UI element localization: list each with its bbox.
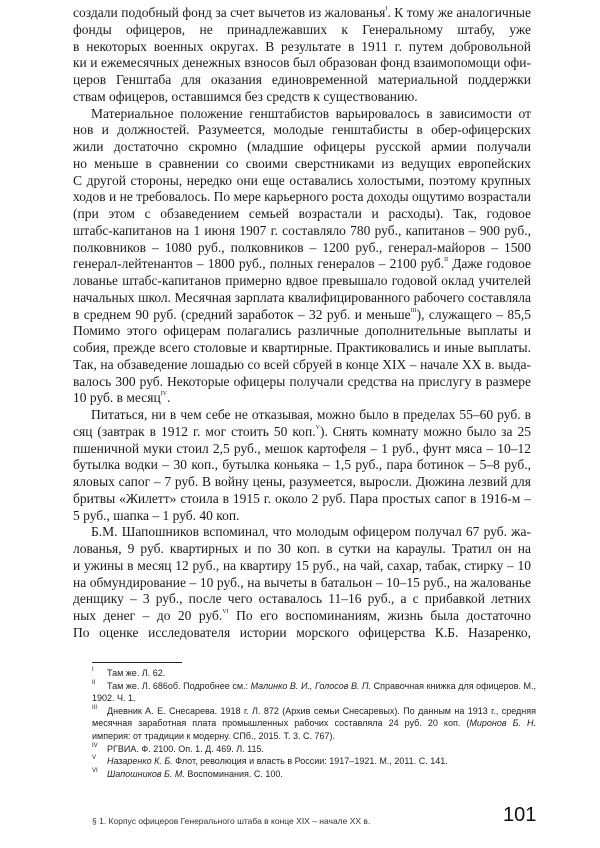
text-line xyxy=(73,625,531,642)
text-line xyxy=(73,72,531,89)
text-run: ствам офицеров, оставшимся без средств к существованию. xyxy=(73,88,418,104)
text-run: собия, прежде всего столовые и квартирные. Практиковались и иные выплаты. xyxy=(73,340,531,355)
text-line xyxy=(73,22,531,39)
footnote-ref: III xyxy=(410,307,417,314)
paragraph xyxy=(73,106,531,408)
footnote-number: III xyxy=(92,704,98,711)
footnote xyxy=(92,705,536,743)
text-run: ки и ежемесячных денежных взносов был образован фонд взаимопомощи офи- xyxy=(73,55,531,71)
text-run: бритвы «Жилетт» стоила в 1915 г. около 2 руб. Пара простых сапог в 1916-м – xyxy=(73,490,531,506)
footnote-ref: VI xyxy=(222,609,229,615)
text-run: создали подобный фонд за счет вычетов из жалованья xyxy=(73,5,386,20)
text-run: Б.М. Шапошников вспоминал, что молодым офицером получал 67 руб. жа- xyxy=(91,524,531,540)
text-run: Там же. Л. 62. xyxy=(107,668,166,678)
text-run: ). Снять комнату можно было за 25 xyxy=(319,423,531,439)
text-run: Питаться, ни в чем себе не отказывая, можно было в пределах 55–60 руб. в xyxy=(91,407,531,422)
text-line xyxy=(73,558,531,575)
text-run: (при этом с обзаведением семьей возрастали и расходы). Так, годовое xyxy=(73,206,531,221)
paragraph xyxy=(73,524,531,641)
text-run: Справочная книжка для офицеров. М., xyxy=(371,680,536,691)
text-run: месячная заработная плата промышленных рабочих составляла 24 руб. 20 коп. ( xyxy=(92,718,470,729)
footnote-line xyxy=(92,692,536,705)
text-run: жили достаточно скромно (младшие офицеры русской армии получали xyxy=(73,139,531,154)
text-run: ходов и не требовалось. По мере карьерного роста доходы ощутимо возрастали xyxy=(73,189,531,205)
text-line xyxy=(73,340,531,357)
text-run: ных денег – до 20 руб. xyxy=(73,608,223,623)
text-run: начальных школ. Месячная зарплата квалифицированного рабочего составляла xyxy=(73,289,531,305)
text-run: Шапошников Б. М. xyxy=(107,768,185,779)
text-run: лованье штабс-капитанов примерно вдвое превышало годовой оклад учителей xyxy=(73,273,531,288)
text-run: лованья, 9 руб. квартирных и по 30 коп. в сутки на караулы. Тратил он на xyxy=(73,541,531,556)
page-number: 101 xyxy=(503,804,537,826)
footnote-number: I xyxy=(92,667,94,673)
footnote-line xyxy=(92,705,536,718)
running-footer: § 1. Корпус офицеров Генерального штаба в конце XIX – начале XX в. xyxy=(92,816,371,826)
text-run: в среднем 90 руб. (средний заработок – 32 руб. и меньше xyxy=(73,306,411,322)
text-run: Так, на обзаведение лошадью со всей сбруей в конце XIX – начале XX в. выда- xyxy=(73,356,531,372)
text-line xyxy=(73,524,531,541)
footnote-line xyxy=(92,755,536,768)
text-run: денщику – 3 руб., после чего оставалось 11–16 руб., а с прибавкой летних xyxy=(73,591,531,607)
footnotes xyxy=(92,667,536,780)
text-line xyxy=(73,323,531,340)
text-line xyxy=(73,223,531,240)
text-run: но меньше в сравнении со своими сверстниками из ведущих европейских xyxy=(73,155,531,171)
text-line xyxy=(73,575,531,592)
footnote-line xyxy=(92,743,536,756)
text-run: империя: от традиции к модерну. СПб., 2015. Т. 3. С. 767). xyxy=(92,730,335,741)
footnote xyxy=(92,743,536,756)
text-run: церов Генштаба для оказания единовременной материальной поддержки xyxy=(73,72,531,87)
text-run: Малинко В. И., Голосов В. П. xyxy=(250,680,372,691)
footnote xyxy=(92,667,536,680)
text-run: Материальное положение генштабистов варьировалось в зависимости от xyxy=(91,105,531,121)
footnote-ref: I xyxy=(385,6,388,12)
footnote-divider xyxy=(92,662,182,663)
text-run: Помимо этого офицерам полагались различные дополнительные выплаты и xyxy=(73,323,531,339)
text-line xyxy=(73,189,531,206)
footnote-number: V xyxy=(92,755,97,762)
text-line xyxy=(73,273,531,290)
text-run: и ужины в месяц 12 руб., на квартиру 15 руб., на чай, сахар, табак, стирку – 10 xyxy=(73,557,531,573)
text-run: на обмундирование – 10 руб., на вычеты в батальон – 10–15 руб., на жалованье xyxy=(73,574,531,590)
text-line xyxy=(73,390,531,407)
footnote xyxy=(92,680,536,705)
text-line xyxy=(73,474,531,491)
text-line xyxy=(73,5,531,22)
text-line xyxy=(73,39,531,56)
text-line xyxy=(73,173,531,190)
text-run: По его воспоминаниям, жизнь была достаточно xyxy=(236,608,531,623)
footnote-line xyxy=(92,680,536,693)
text-line xyxy=(73,357,531,374)
text-line xyxy=(73,89,531,106)
text-run: генерал-лейтенантов – 1800 руб., полных генералов – 2100 руб. xyxy=(73,256,445,272)
text-run: 1902. Ч. 1. xyxy=(92,693,136,704)
text-run: сяц (завтрак в 1912 г. мог стоить 50 коп. xyxy=(73,423,316,439)
footnote-line xyxy=(92,667,536,680)
footnote-ref: V xyxy=(315,424,320,431)
text-run: валось 300 руб. Некоторые офицеры получали средства на прислугу в размере xyxy=(73,373,531,389)
text-run: Воспоминания. С. 100. xyxy=(184,768,283,779)
footnote-line xyxy=(92,768,536,781)
text-line xyxy=(73,256,531,273)
text-line xyxy=(73,122,531,139)
text-run: Флот, революция и власть в России: 1917–1921. М., 2011. С. 141. xyxy=(172,756,448,767)
footnote xyxy=(92,755,536,768)
text-line xyxy=(73,491,531,508)
text-run: в некоторых военных округах. В результате в 1911 г. путем добровольной xyxy=(73,38,531,54)
text-line xyxy=(73,307,531,324)
text-run: Дневник А. Е. Снесарева. 1918 г. Л. 872 (Архив семьи Снесаревых). По данным на 1913 г., средняя xyxy=(107,705,536,716)
text-run: Там же. Л. 686об. Подробнее см.: xyxy=(107,680,251,691)
paragraph xyxy=(73,407,531,524)
text-run: пшеничной муки стоил 2,5 руб., мешок картофеля – 1 руб., фунт мяса – 10–12 xyxy=(73,440,531,456)
text-run: . xyxy=(167,390,171,406)
text-run: нов и должностей. Разумеется, молодые генштабисты в обер-офицерских xyxy=(73,122,531,138)
text-run: РГВИА. Ф. 2100. Оп. 1. Д. 469. Л. 115. xyxy=(107,743,264,754)
text-run: полковников – 1080 руб., полковников – 1200 руб., генерал-майоров – 1500 xyxy=(73,239,531,255)
text-line xyxy=(73,206,531,223)
text-run: Назаренко К. Б. xyxy=(107,756,173,767)
footnote-number: IV xyxy=(92,742,98,749)
text-line xyxy=(73,374,531,391)
footnote-number: VI xyxy=(92,767,98,774)
text-run: 5 руб., шапка – 1 руб. 40 коп. xyxy=(73,507,240,523)
text-run: яловых сапог – 7 руб. В войну цены, разумеется, выросли. Дюжина лезвий для xyxy=(73,474,531,489)
text-run: . К тому же аналогичные xyxy=(387,5,531,20)
text-run: штабс-капитанов на 1 июня 1907 г. составляло 780 руб., капитанов – 900 руб., xyxy=(73,222,531,238)
text-line xyxy=(73,441,531,458)
text-line xyxy=(73,139,531,156)
text-line xyxy=(73,608,531,625)
text-run: 10 руб. в месяц xyxy=(73,390,161,406)
text-line xyxy=(73,290,531,307)
text-line xyxy=(73,424,531,441)
text-run: С другой стороны, нередко они еще оставались холостыми, поэтому крупных xyxy=(73,172,531,188)
text-line xyxy=(73,541,531,558)
paragraph xyxy=(73,5,531,106)
text-line xyxy=(73,55,531,72)
text-run: Даже годовое xyxy=(452,256,531,272)
text-line xyxy=(73,591,531,608)
footnote-line xyxy=(92,717,536,730)
text-line xyxy=(73,407,531,424)
text-run: По оценке исследователя истории морского офицерства К.Б. Назаренко, xyxy=(73,624,531,640)
text-line xyxy=(73,156,531,173)
text-run: бутылка водки – 30 коп., бутылка коньяка – 1,5 руб., пара ботинок – 5–8 руб., xyxy=(73,457,531,473)
body-text xyxy=(73,5,531,642)
text-run: Миронов Б. Н. xyxy=(469,718,536,729)
text-line xyxy=(73,457,531,474)
footnote xyxy=(92,768,536,781)
text-line xyxy=(73,508,531,525)
footnote-line xyxy=(92,730,536,743)
text-run: фонды офицеров, не принадлежавших к Генеральному штабу, уже xyxy=(73,21,531,37)
text-line xyxy=(73,240,531,257)
text-line xyxy=(73,106,531,123)
text-run: ), служащего – 85,5 xyxy=(416,306,531,322)
footnote-ref: II xyxy=(444,257,449,264)
footnote-ref: IV xyxy=(160,391,168,398)
footnote-number: II xyxy=(92,679,96,686)
